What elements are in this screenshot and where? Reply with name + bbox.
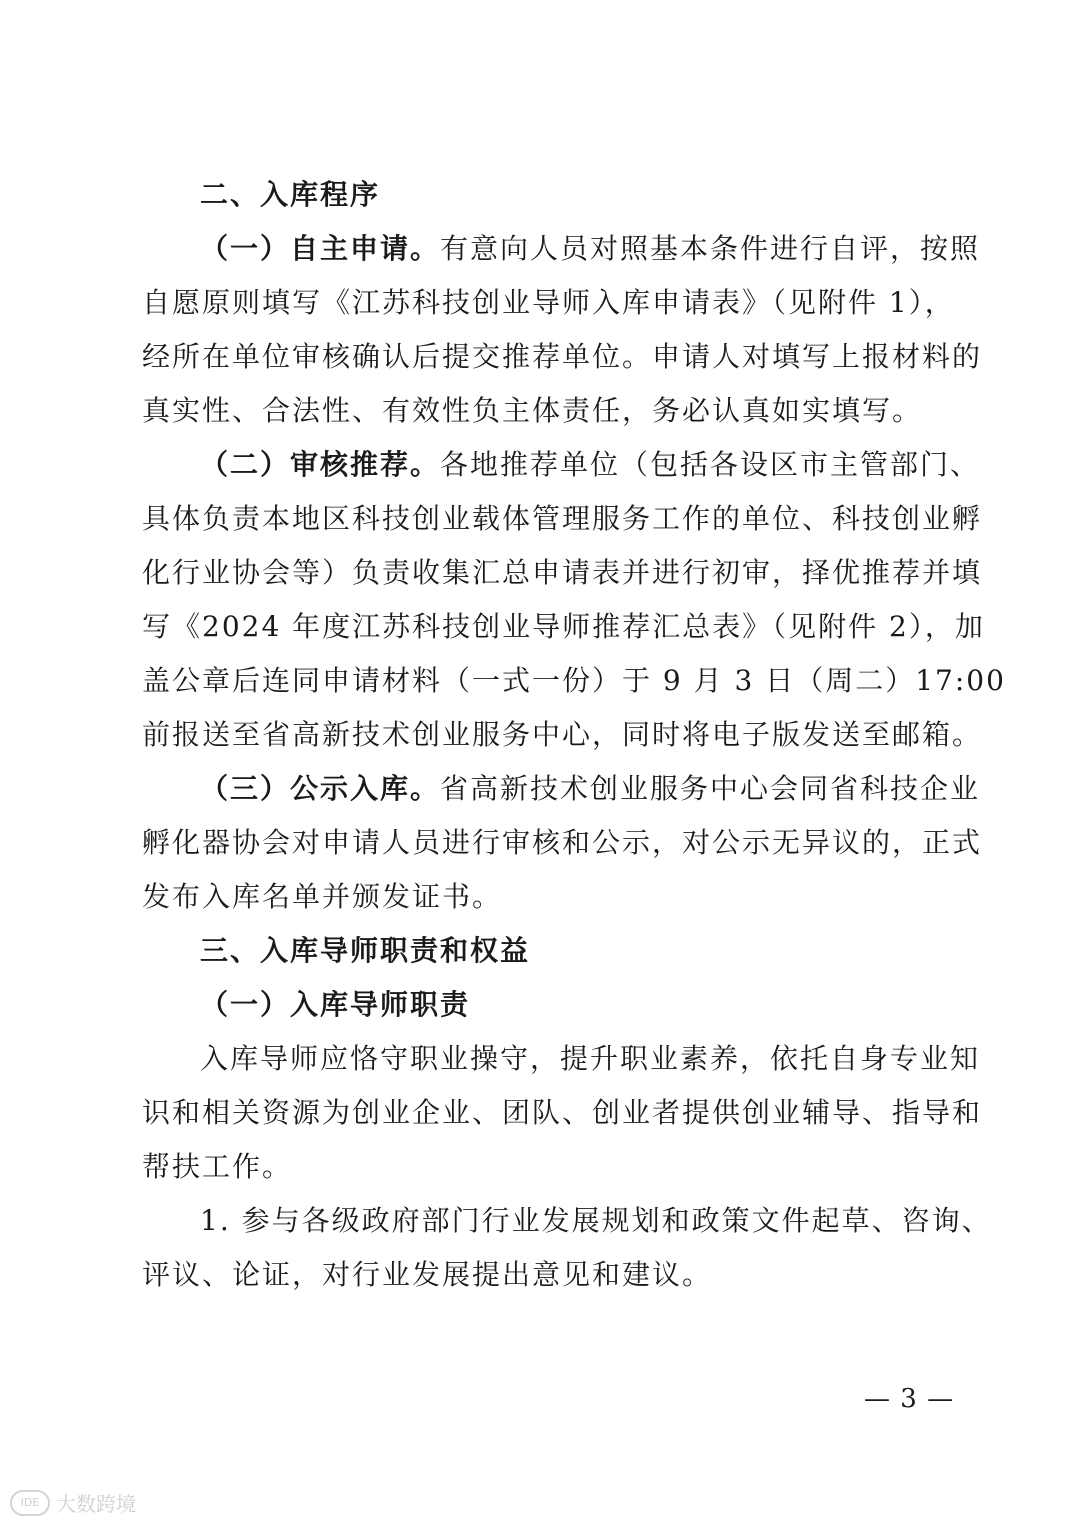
paragraph-text: 有意向人员对照基本条件进行自评，按照 <box>440 232 981 265</box>
paragraph-line: 帮扶工作。 <box>142 1150 293 1183</box>
paragraph-lead: （一）自主申请。 <box>200 232 441 265</box>
paragraph-line: 真实性、合法性、有效性负主体责任，务必认真如实填写。 <box>142 394 923 427</box>
paragraph-line: 自愿原则填写《江苏科技创业导师入库申请表》（见附件 1）， <box>142 286 955 319</box>
paragraph-line: 发布入库名单并颁发证书。 <box>142 880 503 913</box>
paragraph-line: 识和相关资源为创业企业、团队、创业者提供创业辅导、指导和 <box>142 1096 983 1129</box>
watermark-text: 大数跨境 <box>56 1492 136 1516</box>
watermark <box>10 1488 136 1517</box>
paragraph-public-notice <box>142 762 981 816</box>
paragraph-line: 评议、论证，对行业发展提出意见和建议。 <box>142 1258 713 1291</box>
paragraph-line: 经所在单位审核确认后提交推荐单位。申请人对填写上报材料的 <box>142 340 983 373</box>
subsection-heading-duties: （一）入库导师职责 <box>200 988 471 1021</box>
paragraph-lead: （二）审核推荐。 <box>200 448 441 481</box>
watermark-logo-icon: IDE <box>10 1490 50 1516</box>
section-heading-procedure: 二、入库程序 <box>200 178 381 211</box>
paragraph-self-application <box>142 222 981 276</box>
list-item-1: 1. 参与各级政府部门行业发展规划和政策文件起草、咨询、 <box>200 1204 992 1237</box>
paragraph-line: 孵化器协会对申请人员进行审核和公示，对公示无异议的，正式 <box>142 826 983 859</box>
paragraph-line: 前报送至省高新技术创业服务中心，同时将电子版发送至邮箱。 <box>142 718 983 751</box>
paragraph-line: 盖公章后连同申请材料（一式一份）于 9 月 3 日（周二）17:00 <box>142 664 1006 697</box>
paragraph-review-recommend <box>142 438 981 492</box>
paragraph-line: 写《2024 年度江苏科技创业导师推荐汇总表》（见附件 2），加 <box>142 610 985 643</box>
paragraph-text: 省高新技术创业服务中心会同省科技企业 <box>440 772 981 805</box>
page-number: — 3 — <box>864 1384 955 1414</box>
paragraph-line: 化行业协会等）负责收集汇总申请表并进行初审，择优推荐并填 <box>142 556 983 589</box>
paragraph-mentor-duties: 入库导师应恪守职业操守，提升职业素养，依托自身专业知 <box>200 1042 981 1075</box>
paragraph-text: 各地推荐单位（包括各设区市主管部门、 <box>440 448 981 481</box>
paragraph-line: 具体负责本地区科技创业载体管理服务工作的单位、科技创业孵 <box>142 502 983 535</box>
paragraph-lead: （三）公示入库。 <box>200 772 441 805</box>
section-heading-duties: 三、入库导师职责和权益 <box>200 934 531 967</box>
document-body <box>142 168 1006 1302</box>
